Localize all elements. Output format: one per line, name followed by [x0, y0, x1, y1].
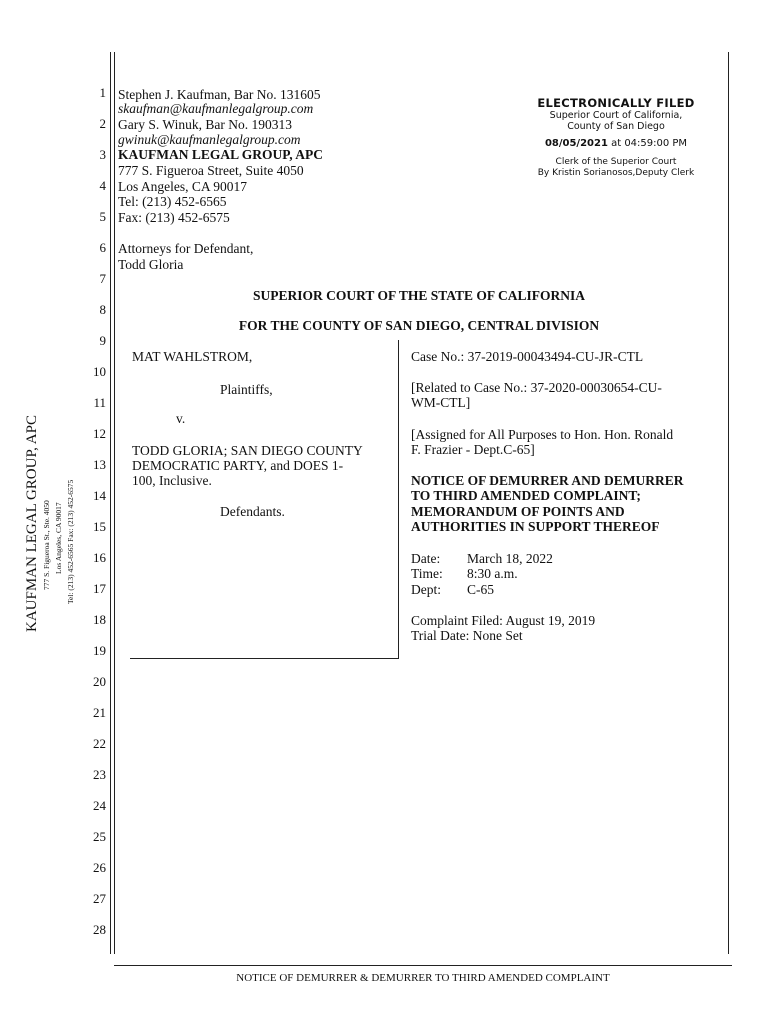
line-number: 22 [93, 736, 106, 751]
firm-city: Los Angeles, CA 90017 [118, 179, 248, 194]
hearing-time-value: 8:30 a.m. [467, 566, 518, 581]
assigned-judge-line-1: [Assigned for All Purposes to Hon. Hon. Ronald [411, 427, 674, 442]
hearing-dept-label: Dept: [411, 582, 441, 597]
line-number: 4 [99, 178, 106, 193]
footer-title: NOTICE OF DEMURRER & DEMURRER TO THIRD AMENDED COMPLAINT [236, 972, 610, 984]
line-number: 2 [99, 116, 106, 131]
sidebar-address-2: Los Angeles, CA 90017 [54, 502, 63, 574]
document-title-line-1: NOTICE OF DEMURRER AND DEMURRER [411, 473, 684, 488]
line-number: 21 [93, 705, 106, 720]
line-number: 18 [93, 612, 106, 627]
stamp-clerk-2: By Kristin Sorianosos,Deputy Clerk [537, 168, 695, 178]
line-number: 8 [99, 302, 106, 317]
firm-name: KAUFMAN LEGAL GROUP, APC [118, 147, 324, 162]
defendants-line-2: DEMOCRATIC PARTY, and DOES 1- [132, 458, 344, 473]
attorney-2-name: Gary S. Winuk, Bar No. 190313 [118, 117, 292, 132]
court-name: SUPERIOR COURT OF THE STATE OF CALIFORNIA [252, 288, 586, 303]
stamp-time: at 04:59:00 PM [607, 138, 688, 149]
line-number: 28 [93, 922, 106, 937]
line-number: 17 [93, 581, 106, 596]
document-title-line-3: MEMORANDUM OF POINTS AND [411, 504, 625, 519]
line-number: 1 [99, 85, 106, 100]
versus: v. [176, 411, 186, 426]
line-number: 11 [93, 395, 106, 410]
firm-fax: Fax: (213) 452-6575 [118, 210, 230, 225]
stamp-line-2: County of San Diego [567, 121, 665, 132]
left-margin-rule [110, 52, 111, 954]
stamp-datetime [510, 138, 722, 149]
line-number: 27 [93, 891, 106, 906]
left-margin-rule-inner [114, 52, 115, 954]
efiling-stamp [510, 96, 722, 179]
firm-street: 777 S. Figueroa Street, Suite 4050 [118, 163, 304, 178]
line-number: 16 [93, 550, 106, 565]
line-number: 13 [93, 457, 106, 472]
sidebar-phone: Tel: (213) 452-6565 Fax: (213) 452-6575 [66, 479, 75, 604]
trial-date: Trial Date: None Set [411, 628, 523, 643]
hearing-time-label: Time: [411, 566, 443, 581]
line-number: 5 [99, 209, 106, 224]
firm-tel: Tel: (213) 452-6565 [118, 194, 227, 209]
stamp-date: 08/05/2021 [544, 138, 608, 149]
case-number: Case No.: 37-2019-00043494-CU-JR-CTL [411, 349, 644, 364]
line-number: 19 [93, 643, 106, 658]
line-number: 23 [93, 767, 106, 782]
complaint-filed: Complaint Filed: August 19, 2019 [411, 613, 596, 628]
footer-rule [114, 965, 732, 966]
attorney-1-name: Stephen J. Kaufman, Bar No. 131605 [118, 87, 321, 102]
plaintiff-role: Plaintiffs, [220, 382, 273, 397]
defendants-line-3: 100, Inclusive. [132, 473, 212, 488]
hearing-date-value: March 18, 2022 [467, 551, 553, 566]
line-number: 20 [93, 674, 106, 689]
line-number: 24 [93, 798, 106, 813]
line-number: 6 [99, 240, 106, 255]
sidebar-firm-name: KAUFMAN LEGAL GROUP, APC [24, 415, 40, 632]
sidebar-address-1: 777 S. Figueroa St., Ste. 4050 [42, 500, 51, 590]
line-number: 12 [93, 426, 106, 441]
hearing-date-label: Date: [411, 551, 441, 566]
stamp-title: ELECTRONICALLY FILED [537, 96, 695, 110]
line-number: 9 [99, 333, 106, 348]
related-case-line-2: WM-CTL] [411, 395, 471, 410]
related-case-line-1: [Related to Case No.: 37-2020-00030654-CU- [411, 380, 662, 395]
line-number: 26 [93, 860, 106, 875]
right-margin-rule [728, 52, 729, 954]
defendants-role: Defendants. [220, 504, 285, 519]
assigned-judge-line-2: F. Frazier - Dept.C-65] [411, 442, 535, 457]
document-title-line-2: TO THIRD AMENDED COMPLAINT; [411, 488, 641, 503]
line-number: 7 [99, 271, 106, 286]
line-number: 14 [93, 488, 106, 503]
court-division: FOR THE COUNTY OF SAN DIEGO, CENTRAL DIVISION [238, 318, 600, 333]
line-number: 15 [93, 519, 106, 534]
line-number: 3 [99, 147, 106, 162]
plaintiff-name: MAT WAHLSTROM, [132, 349, 253, 364]
attorney-1-email[interactable]: skaufman@kaufmanlegalgroup.com [118, 101, 314, 116]
stamp-clerk-1: Clerk of the Superior Court [555, 157, 677, 167]
line-number: 25 [93, 829, 106, 844]
line-number: 10 [93, 364, 106, 379]
stamp-line-1: Superior Court of California, [549, 110, 683, 121]
defendants-line-1: TODD GLORIA; SAN DIEGO COUNTY [132, 443, 363, 458]
client-name: Todd Gloria [118, 257, 184, 272]
document-title-line-4: AUTHORITIES IN SUPPORT THEREOF [411, 519, 660, 534]
attorneys-for: Attorneys for Defendant, [118, 241, 254, 256]
attorney-2-email[interactable]: gwinuk@kaufmanlegalgroup.com [118, 132, 301, 147]
hearing-dept-value: C-65 [467, 582, 494, 597]
